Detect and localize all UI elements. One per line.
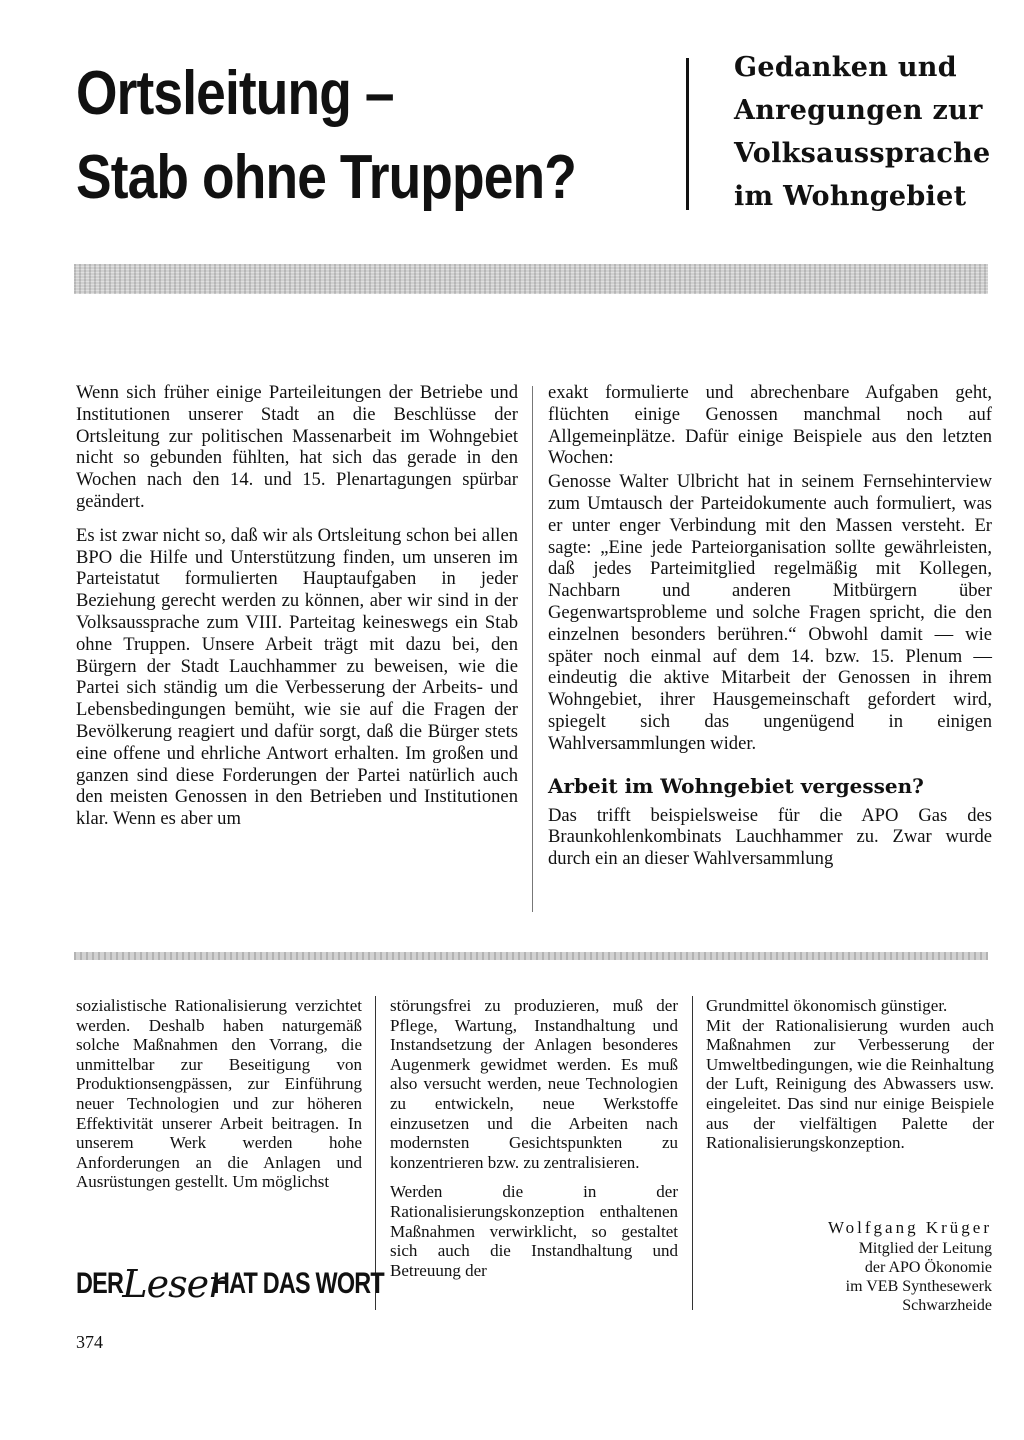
column-divider (375, 996, 376, 1310)
kicker-line-1: Gedanken und (734, 52, 957, 83)
headline-line-1: Ortsleitung – (76, 59, 394, 128)
author-affiliation-line: der APO Ökonomie (864, 1259, 992, 1276)
letter-paragraph: störungsfrei zu produzieren, muß der Pflege, Wartung, Instandhaltung und Instandsetzung der Anlagen besonderes Augenmerk gewidmet werden. Es muß also versucht werden, neue Technologien zu entwickeln, neue Werkstoffe einzusetzen und die Arbeiten nach modernsten Gesichtspunkten zu konzentrieren bzw. zu zentralisieren. (390, 996, 678, 1172)
letter-column-3 (706, 996, 994, 1153)
headline (76, 52, 592, 220)
author-name: Wolfgang Krüger (827, 1218, 992, 1237)
letter-paragraph: sozialistische Rationalisierung verzichtet werden. Deshalb haben naturgemäß solche Maßnahmen den Vorrang, die unmittelbar zur Beseitigung von Produktionsengpässen, zur Einführung neuer Technologien und zur höheren Effektivität unserer Arbeit beitragen. In unserem Werk werden hohe Anforderungen an die Anlagen und Ausrüstungen gestellt. Um möglichst (76, 996, 362, 1192)
column-divider (532, 386, 533, 912)
article-paragraph: Es ist zwar nicht so, daß wir als Ortsleitung schon bei allen BPO die Hilfe und Unterstützung finden, um unseren im Parteistatut formulierten Hauptaufgaben in jeder Beziehung gerecht werden zu können, aber wir sind in der Volksaussprache zum VIII. Parteitag keineswegs ein Stab ohne Truppen. Unsere Arbeit trägt mit dazu bei, den Bürgern der Stadt Lauchhammer zu beweisen, wie die Partei sich ständig um die Verbesserung der Arbeits- und Lebensbedingungen bemüht, wie sie auf die Fragen der Bevölkerung reagiert und dafür sorgt, daß die Bürger stets eine offene und ehrliche Antwort erhalten. Im großen und ganzen sind diese Forderungen der Partei natürlich auch den meisten Genossen in den Betrieben und Institutionen klar. Wenn es aber um (76, 524, 518, 830)
section-separator (74, 952, 988, 960)
article-paragraph: Genosse Walter Ulbricht hat in seinem Fernsehinterview zum Umtausch der Parteidokumente auch formuliert, was er unter enger Verbindung mit den Massen versteht. Er sagte: „Eine jede Parteiorganisation sollte gewährleisten, daß jedes Parteimitglied regelmäßig mit Kollegen, Nachbarn und anderen Mitbürgern über Gegenwartsprobleme und solche Fragen spricht, die den einzelnen besonders berühren.“ Obwohl damit — wie später noch einmal auf dem 14. bzw. 15. Plenum — eindeutig die aktive Mitarbeit der Genossen in ihrem Wohngebiet, ihrer Hausgemeinschaft gefordert wird, spiegelt sich das ungenügend in einigen Wahlversammlungen wider. (548, 471, 992, 754)
article-paragraph: Das trifft beispielsweise für die APO Gas des Braunkohlenkombinats Lauchhammer zu. Zwar wurde durch ein an dieser Wahlversammlung (548, 804, 992, 870)
headline-divider (686, 58, 689, 210)
section-logo (76, 1262, 385, 1322)
kicker-line-3: Volksaussprache (734, 138, 991, 169)
decorative-band (74, 264, 988, 294)
section-subheading: Arbeit im Wohngebiet vergessen? (548, 773, 924, 798)
letter-column-2 (390, 996, 678, 1280)
author-affiliation-line: im VEB Synthesewerk (845, 1278, 992, 1295)
page-number: 374 (76, 1332, 103, 1352)
logo-word-leser: Leser (122, 1262, 226, 1306)
letter-paragraph: Mit der Rationalisierung wurden auch Maßnahmen zur Verbesserung der Umweltbedingungen, wie die Reinhaltung der Luft, Reinigung des Abwassers usw. eingeleitet. Das sind nur einige Beispiele aus der vielfältigen Palette der Rationalisierungskonzeption. (706, 1015, 994, 1153)
author-affiliation-line: Schwarzheide (902, 1297, 992, 1314)
logo-word-der: DER (76, 1267, 124, 1300)
article-column-2 (548, 382, 992, 870)
letter-paragraph: Grundmittel ökonomisch günstiger. (706, 996, 948, 1015)
article-paragraph: Wenn sich früher einige Parteileitungen der Betriebe und Institutionen unserer Stadt an die Beschlüsse der Ortsleitung zur politischen Massenarbeit im Wohngebiet nicht so gebunden fühlten, hat sich das gerade in den Wochen nach den 14. und 15. Plenartagungen spürbar geändert. (76, 382, 518, 512)
letter-column-1 (76, 996, 362, 1192)
kicker-line-2: Anregungen zur (734, 95, 983, 126)
kicker-line-4: im Wohngebiet (734, 181, 967, 212)
letter-paragraph: Werden die in der Rationalisierungskonzeption enthaltenen Maßnahmen verwirklicht, so gestaltet sich auch die Instandhaltung und Betreuung der (390, 1182, 678, 1280)
article-paragraph: exakt formulierte und abrechenbare Aufgaben geht, flüchten einige Genossen manchmal noch auf Allgemeinplätze. Dafür einige Beispiele aus den letzten Wochen: (548, 382, 992, 469)
author-signature (692, 1218, 992, 1315)
headline-line-2: Stab ohne Truppen? (76, 143, 576, 212)
article-column-1 (76, 382, 518, 830)
author-affiliation-line: Mitglied der Leitung (858, 1240, 992, 1257)
logo-word-hat-das-wort: HAT DAS WORT (213, 1267, 385, 1300)
kicker (734, 46, 1004, 218)
